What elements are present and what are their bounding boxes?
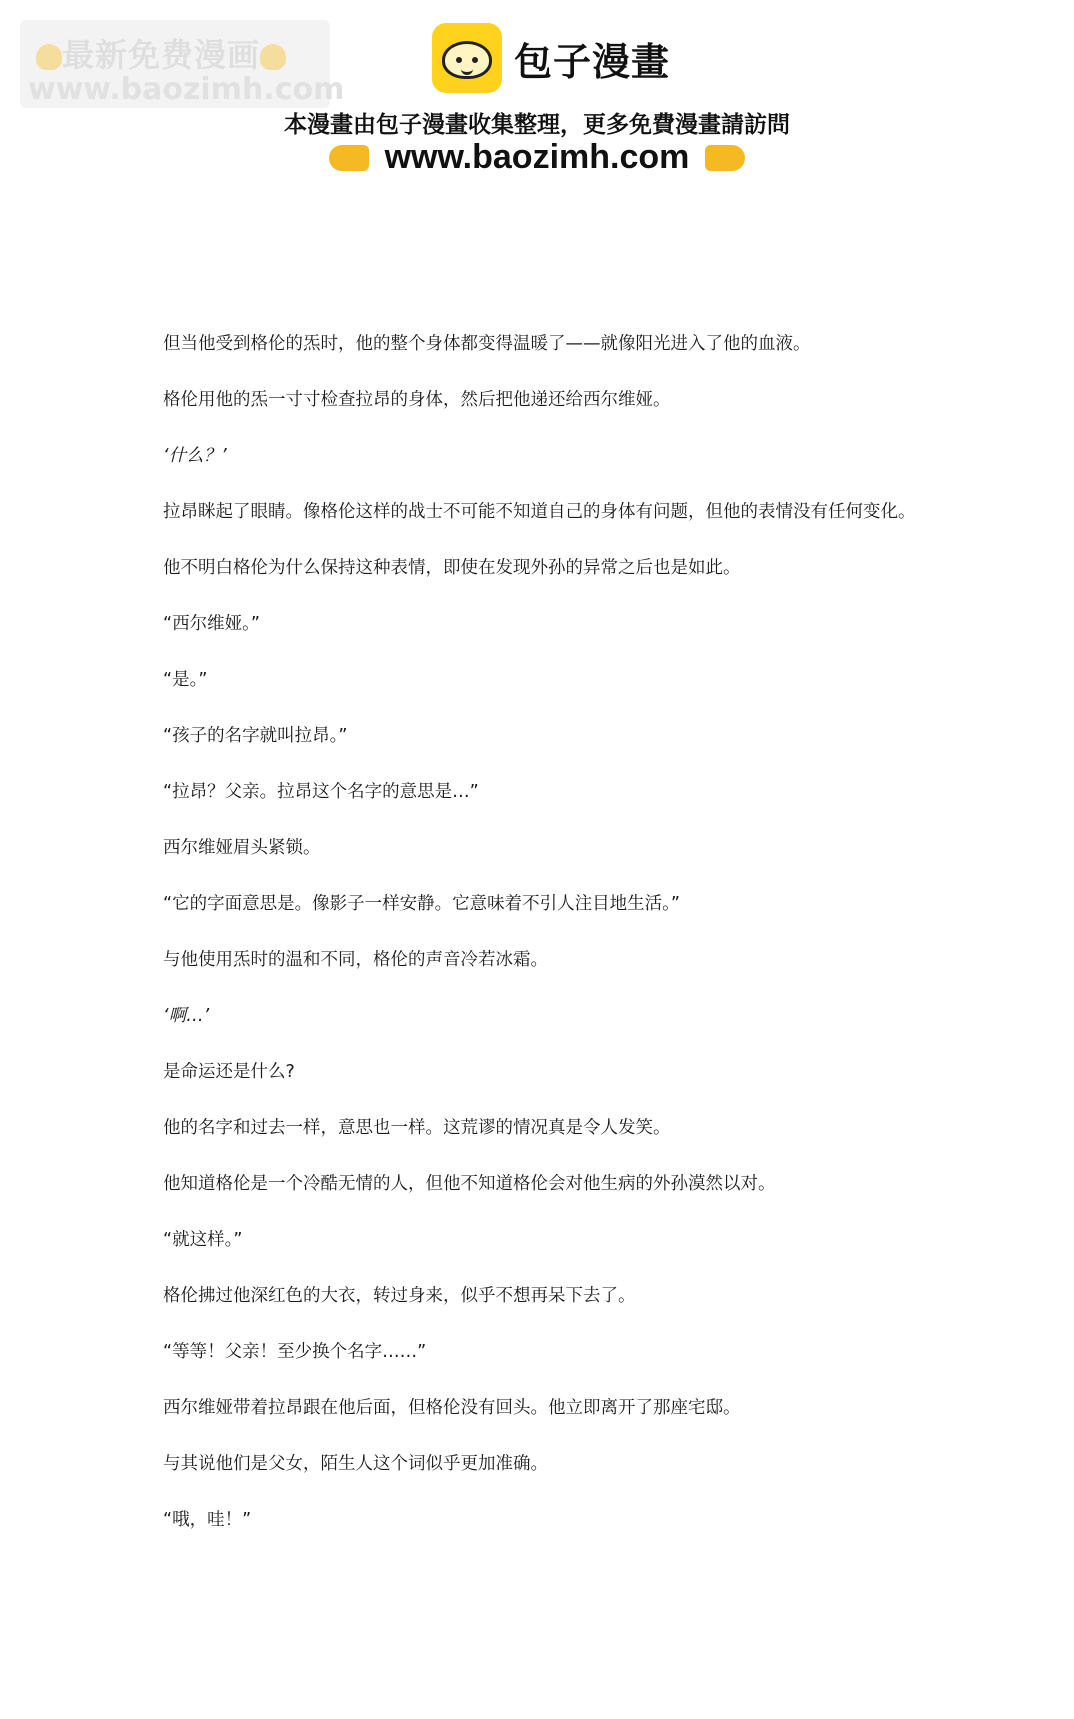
header-subtitle: 本漫畫由包子漫畫收集整理，更多免費漫畫請訪問 bbox=[284, 112, 790, 138]
paragraph: 与他使用炁时的温和不同，格伦的声音冷若冰霜。 bbox=[163, 950, 548, 970]
watermark-line1 bbox=[36, 30, 286, 76]
paragraph: “它的字面意思是。像影子一样安静。它意味着不引人注目地生活。” bbox=[163, 894, 680, 914]
paragraph: 他不明白格伦为什么保持这种表情，即使在发现外孙的异常之后也是如此。 bbox=[163, 558, 741, 578]
paragraph: 与其说他们是父女，陌生人这个词似乎更加准确。 bbox=[163, 1454, 548, 1474]
paragraph: 但当他受到格伦的炁时，他的整个身体都变得温暖了——就像阳光进入了他的血液。 bbox=[163, 334, 811, 354]
paragraph: “是。” bbox=[163, 670, 208, 690]
paragraph: 拉昂眯起了眼睛。像格伦这样的战士不可能不知道自己的身体有问题，但他的表情没有任何变化。 bbox=[163, 502, 916, 522]
paragraph: 他知道格伦是一个冷酷无情的人，但他不知道格伦会对他生病的外孙漠然以对。 bbox=[163, 1174, 776, 1194]
paragraph: “孩子的名字就叫拉昂。” bbox=[163, 726, 348, 746]
pointing-left-hand-icon bbox=[705, 145, 745, 171]
pointing-right-hand-icon bbox=[329, 145, 369, 171]
watermark-title: 最新免费漫画 bbox=[62, 36, 261, 74]
chapter-text bbox=[163, 330, 923, 1562]
pointing-hand-icon bbox=[36, 44, 62, 70]
paragraph: 是命运还是什么? bbox=[163, 1062, 295, 1082]
paragraph: 西尔维娅眉头紧锁。 bbox=[163, 838, 321, 858]
paragraph: “拉昂？父亲。拉昂这个名字的意思是…” bbox=[163, 782, 479, 802]
paragraph: 格伦用他的炁一寸寸检查拉昂的身体，然后把他递还给西尔维娅。 bbox=[163, 390, 671, 410]
pointing-hand-icon bbox=[260, 44, 286, 70]
paragraph: “等等！父亲！至少换个名字……” bbox=[163, 1342, 427, 1362]
paragraph: 他的名字和过去一样，意思也一样。这荒谬的情况真是令人发笑。 bbox=[163, 1118, 671, 1138]
watermark bbox=[20, 20, 345, 108]
paragraph: ‘什么？’ bbox=[163, 446, 227, 466]
paragraph: ‘啊…’ bbox=[163, 1006, 210, 1026]
site-url-link[interactable]: www.baozimh.com bbox=[384, 138, 690, 176]
paragraph: “哦，哇！” bbox=[163, 1510, 252, 1530]
paragraph: 格伦拂过他深红色的大衣，转过身来，似乎不想再呆下去了。 bbox=[163, 1286, 636, 1306]
logo-text: 包子漫畫 bbox=[514, 39, 671, 84]
paragraph: 西尔维娅带着拉昂跟在他后面，但格伦没有回头。他立即离开了那座宅邸。 bbox=[163, 1398, 741, 1418]
site-logo[interactable] bbox=[432, 22, 670, 94]
watermark-url: www.baozimh.com bbox=[28, 72, 345, 107]
bun-logo-icon bbox=[432, 23, 502, 93]
paragraph: “就这样。” bbox=[163, 1230, 243, 1250]
paragraph: “西尔维娅。” bbox=[163, 614, 260, 634]
url-row bbox=[0, 138, 1074, 177]
